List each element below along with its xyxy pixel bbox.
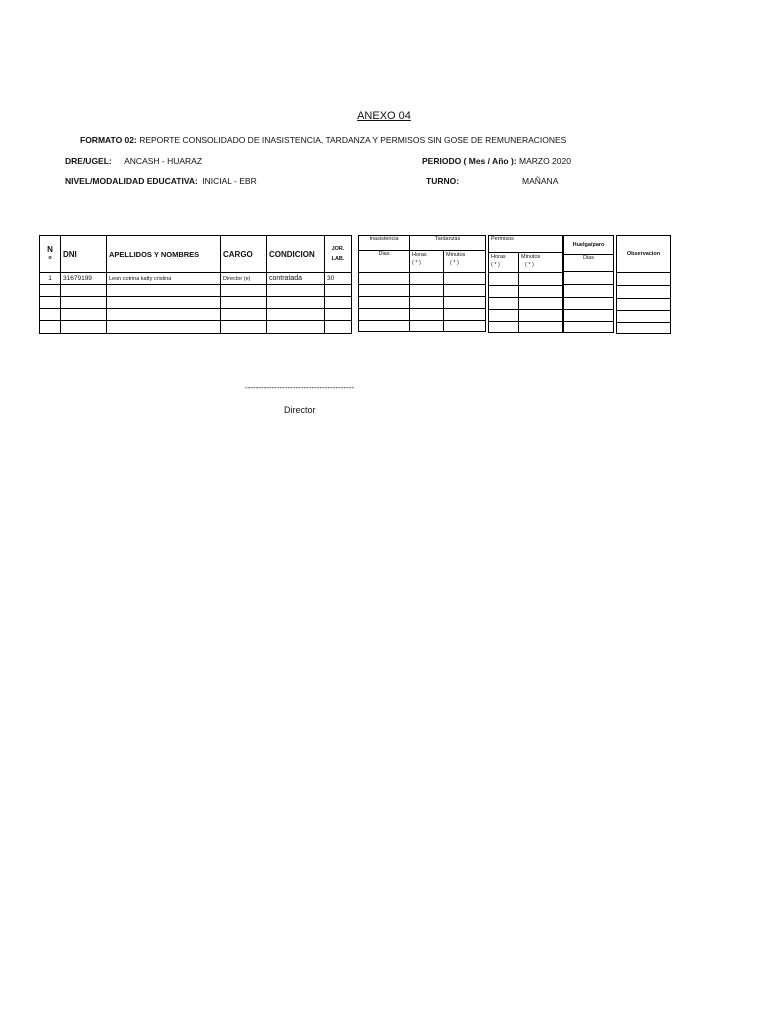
observacion-table	[616, 235, 671, 334]
table-row	[40, 297, 352, 309]
header-dias: Dias	[359, 251, 410, 273]
formato-label: FORMATO 02:	[80, 135, 137, 145]
periodo-value: MARZO 2020	[518, 156, 571, 166]
table-row	[564, 310, 614, 322]
formato-line	[80, 135, 566, 145]
permisos-subheader	[489, 253, 563, 273]
header-huelga-dias: Dias	[564, 255, 614, 272]
dre-ugel-value: ANCASH - HUARAZ	[124, 156, 203, 166]
table-row	[617, 286, 671, 299]
header-huelga: Huelga/paro	[564, 236, 614, 255]
header-cargo: CARGO	[221, 236, 267, 273]
header-permisos-minutos	[519, 253, 563, 273]
observacion-header	[617, 236, 671, 273]
table-row	[359, 285, 486, 297]
signature-line: -----------------------------------------	[245, 383, 355, 392]
header-dni: DNI	[61, 236, 107, 273]
table-row	[489, 273, 563, 286]
inasistencia-subheader	[359, 251, 486, 273]
header-horas-label: Horas	[412, 252, 427, 258]
cell-dni: 31679199	[61, 273, 107, 285]
inasistencia-header	[359, 236, 486, 251]
header-number-o: o	[48, 255, 52, 261]
inasistencia-table	[358, 235, 486, 332]
header-minutos	[444, 251, 486, 273]
turno-label: TURNO:	[426, 176, 460, 186]
cell-cargo: Director (e)	[221, 273, 267, 285]
nivel-field	[65, 176, 257, 186]
dre-ugel-field	[65, 156, 202, 166]
permisos-header	[489, 236, 563, 253]
table-row	[40, 273, 352, 285]
turno-field	[426, 176, 459, 186]
header-number	[40, 236, 61, 273]
header-permisos-horas-marker: ( * )	[491, 262, 500, 268]
cell-n: 1	[40, 273, 61, 285]
table-row	[617, 311, 671, 323]
table-row	[489, 310, 563, 322]
header-minutos-marker: ( * )	[450, 260, 459, 266]
huelga-table	[563, 235, 614, 333]
table-row	[564, 285, 614, 298]
header-permisos-minutos-marker: ( * )	[525, 262, 534, 268]
header-jor: JOR.	[331, 246, 345, 252]
table-row	[617, 299, 671, 311]
header-permisos-horas	[489, 253, 519, 273]
periodo-field	[422, 156, 571, 166]
header-lab: LAB.	[331, 256, 345, 262]
header-horas	[410, 251, 444, 273]
cell-condicion: contratada	[267, 273, 325, 285]
table-row	[359, 273, 486, 285]
table-row	[359, 321, 486, 332]
header-minutos-label: Minutos	[446, 252, 466, 258]
header-permisos: Permisos	[489, 236, 563, 253]
turno-value: MAÑANA	[522, 176, 559, 186]
main-table-header	[40, 236, 352, 273]
nivel-label: NIVEL/MODALIDAD EDUCATIVA:	[65, 176, 198, 186]
table-row	[359, 297, 486, 309]
dre-ugel-label: DRE/UGEL:	[65, 156, 112, 166]
cell-nombres: Leon cotrina katty cristina	[107, 273, 221, 285]
header-horas-marker: ( * )	[412, 260, 421, 266]
header-nombres: APELLIDOS Y NOMBRES	[107, 236, 221, 273]
header-jor-lab	[325, 236, 352, 273]
periodo-label: PERIODO ( Mes / Año ):	[422, 156, 517, 166]
nivel-value: INICIAL - EBR	[202, 176, 257, 186]
table-row	[40, 321, 352, 334]
table-row	[564, 322, 614, 333]
document-title: ANEXO 04	[357, 110, 411, 122]
table-row	[617, 323, 671, 334]
signature-role: Director	[284, 405, 316, 415]
header-permisos-minutos-label: Minutos	[521, 254, 541, 260]
header-observacion: Observacion	[617, 236, 671, 273]
formato-text: REPORTE CONSOLIDADO DE INASISTENCIA, TARDANZA Y PERMISOS SIN GOSE DE REMUNERACIONES	[139, 135, 567, 145]
header-inasistencia: Inasistencia	[359, 236, 410, 251]
header-number-n: N	[47, 245, 53, 254]
table-row	[617, 273, 671, 286]
main-table	[39, 235, 352, 334]
cell-jor: 30	[325, 273, 352, 285]
table-row	[489, 298, 563, 310]
huelga-header	[564, 236, 614, 255]
table-row	[40, 285, 352, 297]
table-row	[489, 322, 563, 333]
header-condicion: CONDICION	[267, 236, 325, 273]
permisos-table	[488, 235, 563, 333]
table-row	[40, 309, 352, 321]
table-row	[489, 286, 563, 298]
header-tardanzas: Tardanzas	[410, 236, 486, 251]
table-row	[359, 309, 486, 321]
table-row	[564, 272, 614, 285]
huelga-subheader	[564, 255, 614, 272]
table-row	[564, 298, 614, 310]
header-permisos-horas-label: Horas	[491, 254, 506, 260]
